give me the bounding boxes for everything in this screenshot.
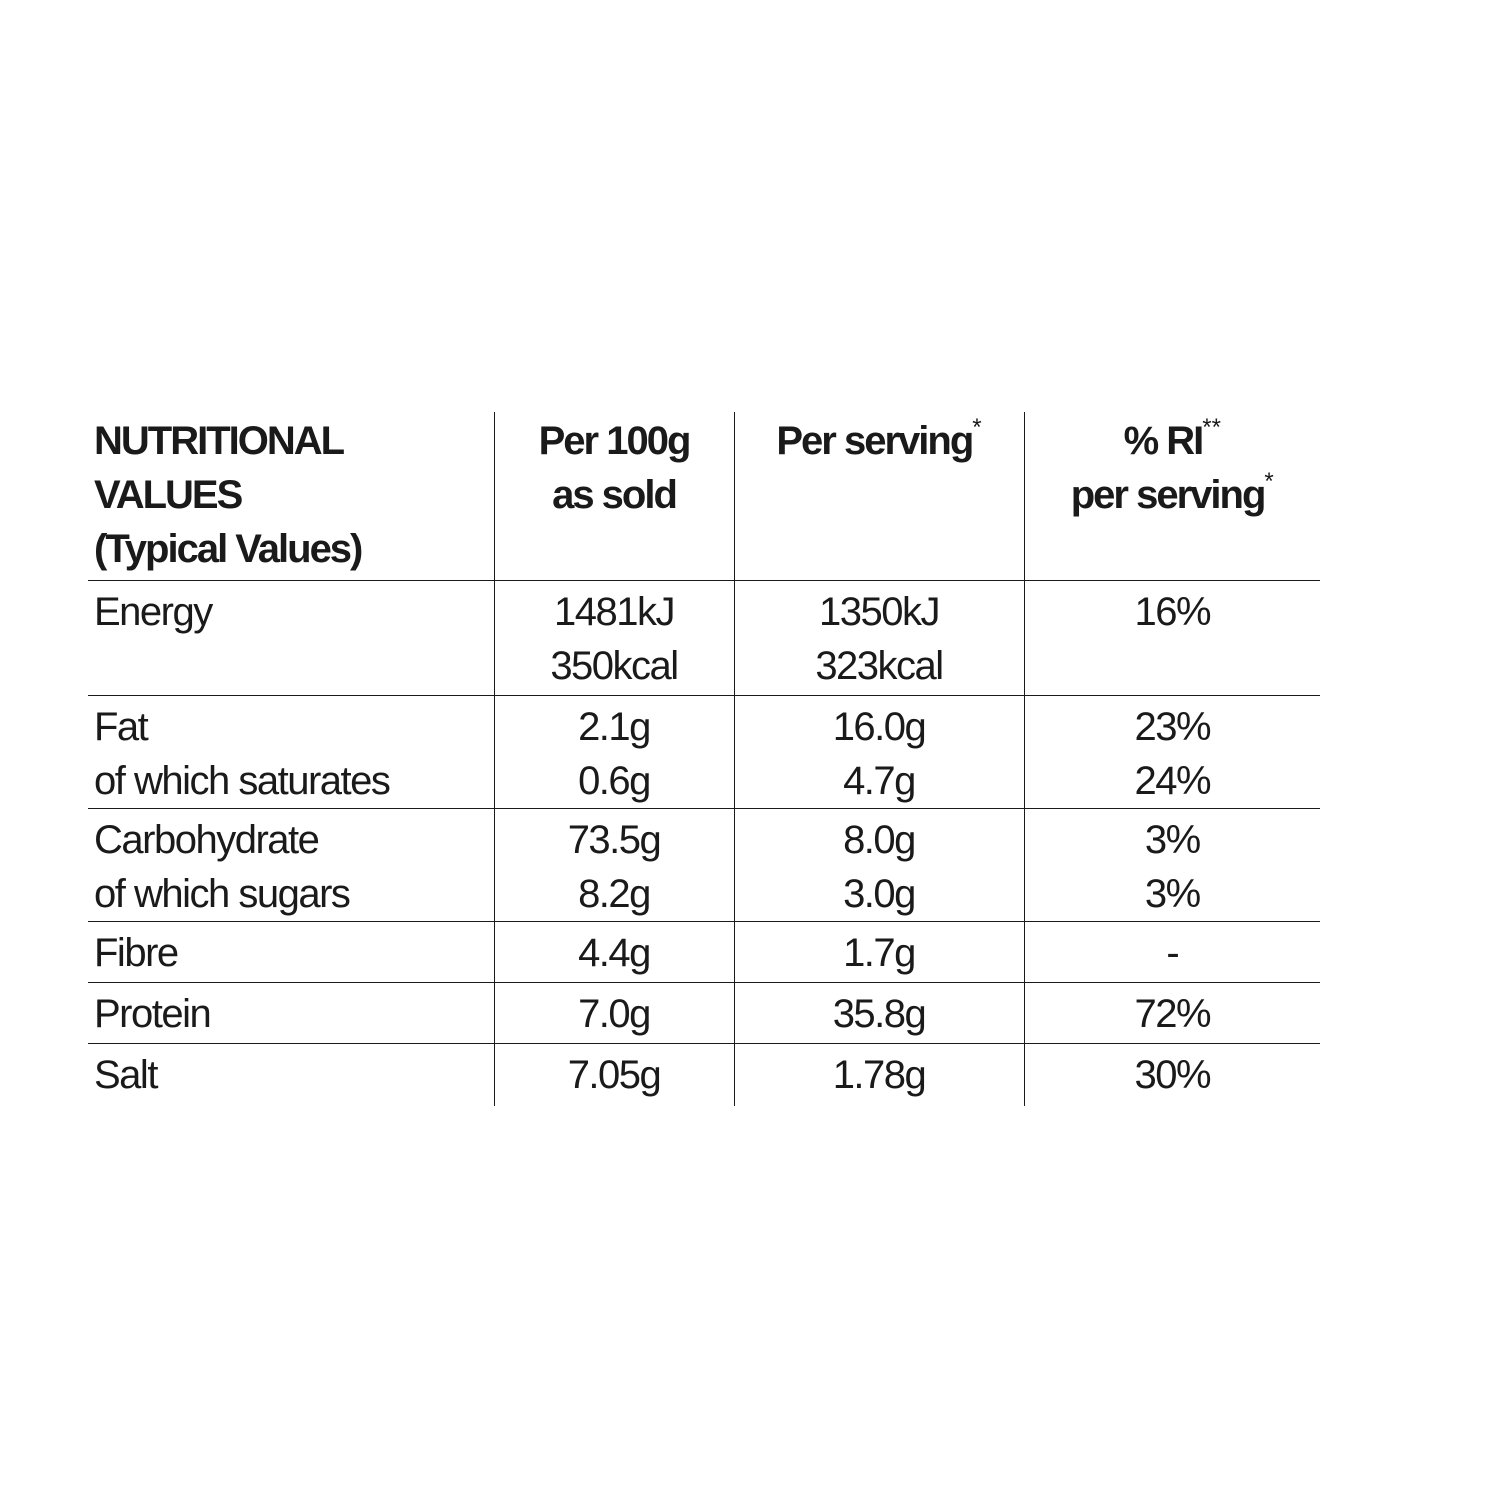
carbohydrate-per-100g: 73.5g bbox=[567, 818, 661, 862]
saturates-label: of which saturates bbox=[94, 759, 390, 803]
header-per-serving-asterisk: * bbox=[972, 414, 982, 441]
fat-label: Fat bbox=[94, 705, 148, 749]
protein-per-100g: 7.0g bbox=[494, 983, 734, 1044]
sugars-per-serving: 3.0g bbox=[843, 872, 915, 916]
carbohydrate-per-100g-cell bbox=[494, 809, 734, 922]
carbohydrate-ri-cell bbox=[1024, 809, 1320, 922]
header-nutritional-values bbox=[88, 412, 494, 581]
carbohydrate-per-serving: 8.0g bbox=[843, 818, 915, 862]
header-subtitle: (Typical Values) bbox=[94, 527, 362, 571]
table-row-carbohydrate bbox=[88, 809, 1320, 922]
header-per-serving bbox=[734, 412, 1024, 581]
fat-label-cell bbox=[88, 696, 494, 809]
energy-per-serving bbox=[734, 581, 1024, 696]
fat-per-100g: 2.1g bbox=[578, 705, 650, 749]
saturates-per-100g: 0.6g bbox=[578, 759, 650, 803]
carbohydrate-per-serving-cell bbox=[734, 809, 1024, 922]
table-row-fibre bbox=[88, 922, 1320, 983]
energy-per-serving-kj: 1350kJ bbox=[819, 590, 939, 634]
header-per-100g-line1: Per 100g bbox=[538, 419, 690, 463]
protein-ri: 72% bbox=[1024, 983, 1320, 1044]
sugars-label: of which sugars bbox=[94, 872, 350, 916]
salt-per-serving: 1.78g bbox=[734, 1044, 1024, 1107]
fibre-label: Fibre bbox=[88, 922, 494, 983]
header-title: NUTRITIONAL VALUES bbox=[94, 419, 343, 517]
fat-ri-cell bbox=[1024, 696, 1320, 809]
header-per-100g bbox=[494, 412, 734, 581]
energy-label: Energy bbox=[88, 581, 494, 696]
fat-per-serving-cell bbox=[734, 696, 1024, 809]
carbohydrate-label-cell bbox=[88, 809, 494, 922]
fibre-per-100g: 4.4g bbox=[494, 922, 734, 983]
sugars-per-100g: 8.2g bbox=[578, 872, 650, 916]
saturates-per-serving: 4.7g bbox=[843, 759, 915, 803]
header-per-100g-line2: as sold bbox=[552, 473, 676, 517]
energy-per-serving-kcal: 323kcal bbox=[815, 644, 943, 688]
salt-label: Salt bbox=[94, 1053, 157, 1097]
header-ri-asterisks: ** bbox=[1202, 414, 1221, 441]
fat-per-serving: 16.0g bbox=[832, 705, 926, 749]
salt-ri: 30% bbox=[1024, 1044, 1320, 1107]
table-row-energy bbox=[88, 581, 1320, 696]
protein-per-serving: 35.8g bbox=[734, 983, 1024, 1044]
fibre-ri: - bbox=[1024, 922, 1320, 983]
header-ri bbox=[1024, 412, 1320, 581]
table-row-salt bbox=[88, 1044, 1320, 1107]
header-ri-per-serving-asterisk: * bbox=[1264, 468, 1274, 495]
energy-ri: 16% bbox=[1024, 581, 1320, 696]
fat-ri: 23% bbox=[1134, 705, 1211, 749]
protein-label: Protein bbox=[88, 983, 494, 1044]
saturates-ri: 24% bbox=[1134, 759, 1211, 803]
header-ri-per-serving: per serving bbox=[1070, 473, 1265, 517]
carbohydrate-label: Carbohydrate bbox=[94, 818, 319, 862]
salt-per-100g: 7.05g bbox=[494, 1044, 734, 1107]
energy-per-100g-kj: 1481kJ bbox=[554, 590, 674, 634]
fat-per-100g-cell bbox=[494, 696, 734, 809]
sugars-ri: 3% bbox=[1144, 872, 1200, 916]
table-header-row bbox=[88, 412, 1320, 581]
table-row-fat bbox=[88, 696, 1320, 809]
header-per-serving-label: Per serving bbox=[776, 419, 973, 463]
energy-per-100g-kcal: 350kcal bbox=[550, 644, 678, 688]
nutrition-table bbox=[88, 412, 1320, 1106]
fibre-per-serving: 1.7g bbox=[734, 922, 1024, 983]
table-row-protein bbox=[88, 983, 1320, 1044]
header-ri-label: % RI bbox=[1123, 419, 1203, 463]
energy-per-100g bbox=[494, 581, 734, 696]
carbohydrate-ri: 3% bbox=[1144, 818, 1200, 862]
